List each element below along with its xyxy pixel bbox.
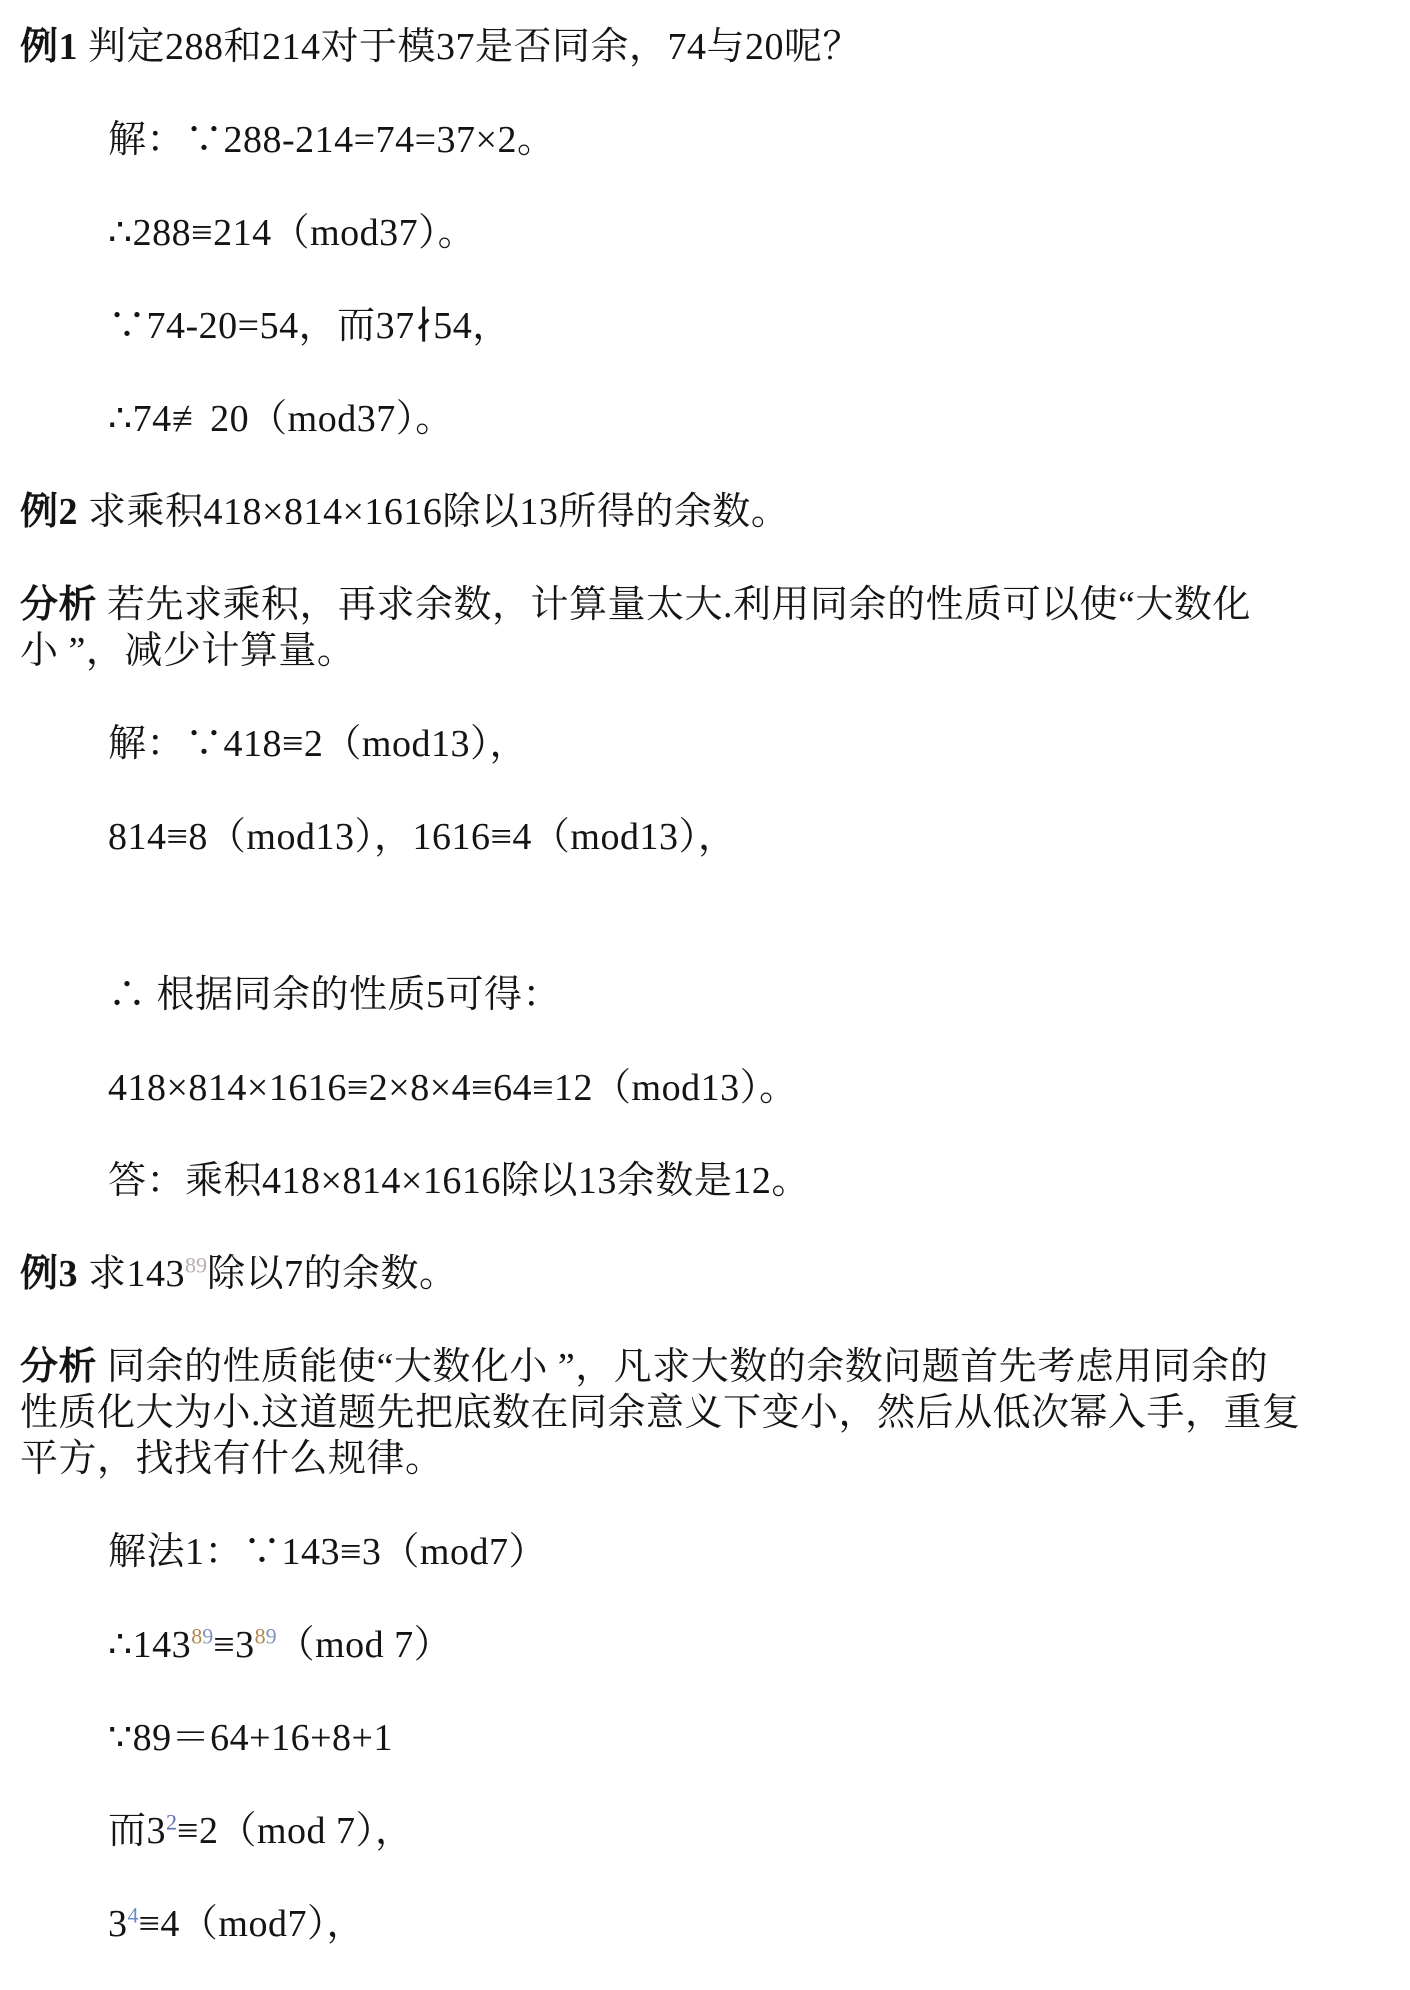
example2-answer (20, 1158, 1398, 1204)
text-run: 除以7的余数。 (207, 1253, 458, 1295)
example2-analysis (20, 582, 1398, 674)
example1-solution-step2 (20, 210, 1398, 256)
text-run: ∴74≢20（mod37）。 (108, 398, 454, 440)
example3-method1-step4 (20, 1808, 1398, 1854)
paragraph-label: 分析 (20, 1346, 98, 1388)
superscript-exponent: 8 (191, 1623, 203, 1649)
example1-solution-step4 (20, 396, 1398, 442)
text-run: 解：∵288-214=74=37×2。 (108, 119, 556, 161)
text-run: ∵74-20=54，而37∤54， (108, 305, 511, 347)
superscript-exponent: 89 (185, 1252, 208, 1278)
superscript-exponent: 8 (254, 1623, 266, 1649)
text-run: 答：乘积418×814×1616除以13余数是12。 (108, 1160, 810, 1202)
text-run: ∴ 根据同余的性质5可得： (108, 974, 562, 1016)
text-run: 解：∵418≡2（mod13）， (108, 723, 528, 765)
text-run: 性质化大为小.这道题先把底数在同余意义下变小，然后从低次幂入手，重复 (20, 1392, 1301, 1434)
text-run: 平方，找找有什么规律。 (20, 1438, 444, 1480)
superscript-exponent: 9 (202, 1623, 214, 1649)
example3-method1-step5 (20, 1901, 1398, 1947)
example3-method1-step1 (20, 1529, 1398, 1575)
paragraph-label: 例1 (20, 26, 79, 68)
text-run: （mod 7） (276, 1624, 453, 1666)
text-run: ≡3 (213, 1624, 255, 1666)
text-run: ≡4（mod7）， (138, 1903, 365, 1945)
text-run: 814≡8（mod13），1616≡4（mod13）， (108, 816, 737, 858)
text-run: ∴288≡214（mod37）。 (108, 212, 477, 254)
example3-method1-step3 (20, 1715, 1398, 1761)
paragraph-label: 例3 (20, 1253, 79, 1295)
text-run: ≡2（mod 7）， (177, 1810, 414, 1852)
text-run: 求乘积418×814×1616除以13所得的余数。 (78, 491, 790, 533)
superscript-exponent: 9 (265, 1623, 277, 1649)
superscript-exponent: 2 (166, 1809, 178, 1835)
text-run: 同余的性质能使“大数化小 ”，凡求大数的余数问题首先考虑用同余的 (97, 1346, 1269, 1388)
superscript-exponent: 4 (127, 1902, 139, 1928)
example2-solution-step4 (20, 1065, 1398, 1111)
text-run: 3 (108, 1903, 128, 1945)
example3-method1-step2 (20, 1622, 1398, 1668)
text-run: 若先求乘积，再求余数，计算量太大.利用同余的性质可以使“大数化 (97, 584, 1251, 626)
text-run: 而3 (108, 1810, 167, 1852)
paragraph-label: 分析 (20, 584, 98, 626)
example1-solution-step3 (20, 303, 1398, 349)
example2-solution-step2 (20, 814, 1398, 860)
text-run: 小 ”，减少计算量。 (20, 630, 356, 672)
text-run: 418×814×1616≡2×8×4≡64≡12（mod13）。 (108, 1067, 798, 1109)
text-run: 解法1：∵143≡3（mod7） (108, 1531, 547, 1573)
example1-heading (20, 24, 1398, 70)
example1-solution-step1 (20, 117, 1398, 163)
text-run: ∵89＝64+16+8+1 (108, 1717, 393, 1759)
example2-solution-step3 (20, 972, 1398, 1018)
text-run: ∴143 (108, 1624, 192, 1666)
paragraph-label: 例2 (20, 491, 79, 533)
text-run: 求143 (78, 1253, 186, 1295)
example2-heading (20, 489, 1398, 535)
example3-analysis (20, 1344, 1398, 1482)
example3-heading (20, 1251, 1398, 1297)
text-run: 判定288和214对于模37是否同余，74与20呢？ (78, 26, 862, 68)
example2-solution-step1 (20, 721, 1398, 767)
